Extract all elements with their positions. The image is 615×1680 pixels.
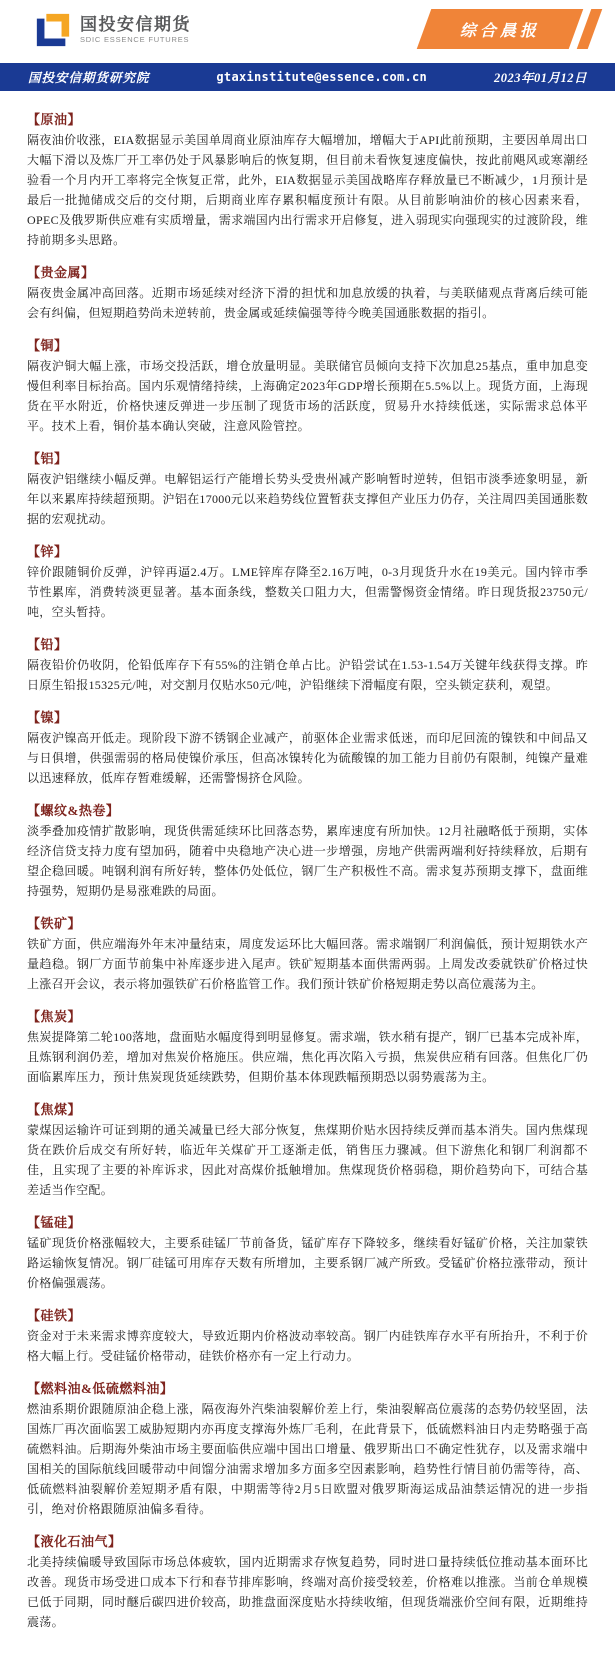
section xyxy=(27,1531,588,1632)
section-text: 铁矿方面，供应端海外年末冲量结束，周度发运环比大幅回落。需求端钢厂利润偏低，预计短期铁水产量趋稳。钢厂方面节前集中补库逐步进入尾声。铁矿短期基本面供需两弱。上周发改委就铁矿价格过快上涨召开会议，表示将加强铁矿石价格监管工作。我们预计铁矿价格短期走势以高位震荡为主。 xyxy=(27,937,588,991)
section-text: 隔夜贵金属冲高回落。近期市场延续对经济下滑的担忧和加息放缓的执着，与美联储观点背离后续可能会有纠偏，但短期趋势尚未逆转前，贵金属或延续偏强等待今晚美国通胀数据的指引。 xyxy=(27,286,588,320)
section xyxy=(27,634,588,695)
company-logo-icon xyxy=(34,11,72,49)
section-text: 蒙煤因运输许可证到期的通关减量已经大部分恢复，焦煤期价贴水因持续反弹而基本消失。国内焦煤现货在跌价后成交有所好转，临近年关煤矿开工逐渐走低，销售压力骤减。但下游焦化和钢厂利润都不佳，且实现了主要的补库诉求，因此对高煤价抵触增加。焦煤现货价格弱稳，期价趋势向下，可结合基差适当作空配。 xyxy=(27,1123,588,1197)
section-text: 隔夜沪镍高开低走。现阶段下游不锈钢企业减产，前驱体企业需求低迷，而印尼回流的镍铁和中间品又与日俱增，供强需弱的格局使镍价承压，但高冰镍转化为硫酸镍的加工能力目前仍有限制，纯镍产量难以迅速释放，低库存暂难缓解，还需警惕挤仓风险。 xyxy=(27,731,588,785)
section xyxy=(27,541,588,622)
section xyxy=(27,262,588,323)
section xyxy=(27,1305,588,1366)
company-name-block xyxy=(80,11,191,45)
section xyxy=(27,913,588,994)
report-header xyxy=(0,0,615,63)
section-title: 【原油】 xyxy=(27,112,82,127)
section-title: 【锰硅】 xyxy=(27,1215,82,1230)
section xyxy=(27,109,588,250)
banner-shape xyxy=(417,9,584,49)
section-text: 资金对于未来需求博弈度较大，导致近期内价格波动率较高。钢厂内硅铁库存水平有所抬升，不利于价格大幅上行。受硅锰价格带动，硅铁价格亦有一定上行动力。 xyxy=(27,1329,588,1363)
section-text: 锰矿现货价格涨幅较大，主要系硅锰厂节前备货，锰矿库存下降较多，继续看好锰矿价格，关注加蒙铁路运输恢复情况。钢厂硅锰可用库存天数有所增加，主要系钢厂减产所致。受锰矿价格拉涨带动，预计价格偏强震荡。 xyxy=(27,1236,588,1290)
section-title: 【燃料油&低硫燃料油】 xyxy=(27,1381,174,1396)
section-text: 北美持续偏暖导致国际市场总体疲软，国内近期需求存恢复趋势，同时进口量持续低位推动基本面环比改善。现货市场受进口成本下行和春节排库影响，终端对高价接受较差，价格难以推涨。当前仓单规模已低于同期，同时醚后碳四进价较高，助推盘面深度贴水持续收缩，但现货端涨价空间有限，近期维持震荡。 xyxy=(27,1555,588,1629)
section-title: 【液化石油气】 xyxy=(27,1534,122,1549)
section-text: 隔夜沪铜大幅上涨，市场交投活跃，增仓放量明显。美联储官员倾向支持下次加息25基点，重申加息变慢但利率目标抬高。国内乐观情绪持续，上海确定2023年GDP增长预期在5.5%以上。现货方面，上海现货在平水附近，价格快速反弹进一步压制了现货市场的活跃度，贸易升水持续低迷，实际需求总体平平。技术上看，铜价基本确认突破，注意风险管控。 xyxy=(27,359,588,433)
section xyxy=(27,448,588,529)
section xyxy=(27,1099,588,1200)
section xyxy=(27,800,588,901)
banner-label: 综合晨报 xyxy=(459,22,540,40)
section xyxy=(27,1212,588,1293)
section-title: 【镍】 xyxy=(27,710,68,725)
section xyxy=(27,707,588,788)
section-title: 【螺纹&热卷】 xyxy=(27,803,120,818)
section-text: 隔夜油价收涨，EIA数据显示美国单周商业原油库存大幅增加，增幅大于API此前预期，主要因单周出口大幅下滑以及炼厂开工率仍处于风暴影响后的恢复期，但目前未看恢复速度偏快，按此前飓风或寒潮经验看一个月内开工率将完全恢复正常，此外，EIA数据显示美国战略库存释放量已不断减少，1月预计是最后一批抛储成交后的交付期，后期商业库存累积幅度预计有限。从目前影响油价的核心因素来看，OPEC及俄罗斯供应难有实质增量，需求端国内出行需求开启修复，进入弱现实向强现实的过渡阶段，维持前期多头思路。 xyxy=(27,133,588,247)
section xyxy=(27,1006,588,1087)
section-text: 燃油系期价跟随原油企稳上涨，隔夜海外汽柴油裂解价差上行，柴油裂解高位震荡的态势仍较坚固，法国炼厂再次面临罢工威胁短期内亦再度支撑海外炼厂毛利，在此背景下，低硫燃料油日内走势略强于高硫燃料油。后期海外柴油市场主要面临供应端中国出口增量、俄罗斯出口不确定性犹存，以及需求端中国相关的国际航线回暖带动中间馏分油需求增加多方面多空因素影响，趋势性行情目前仍需等待，高、低硫燃料油裂解价差短期矛盾有限，中期需等待2月5日欧盟对俄罗斯海运成品油禁运情况的进一步指引，绝对价格跟随原油偏多看待。 xyxy=(27,1402,588,1516)
report-body xyxy=(0,91,615,1632)
section-title: 【铁矿】 xyxy=(27,916,82,931)
institute-name: 国投安信期货研究院 xyxy=(28,71,150,85)
contact-email: gtaxinstitute@essence.com.cn xyxy=(216,70,428,84)
section-title: 【焦炭】 xyxy=(27,1009,82,1024)
company-name: 国投安信期货 xyxy=(80,15,191,34)
company-logo xyxy=(34,11,191,49)
section-title: 【铝】 xyxy=(27,451,68,466)
section-text: 锌价跟随铜价反弹，沪锌再逼2.4万。LME锌库存降至2.16万吨，0-3月现货升水在19美元。国内锌市季节性累库，消费转淡更显著。基本面条线，整数关口阻力大，但需警惕资金情绪。昨日现货报23750元/吨，空头暂持。 xyxy=(27,565,588,619)
section-title: 【贵金属】 xyxy=(27,265,95,280)
section-text: 隔夜铅价仍收阴，伦铅低库存下有55%的注销仓单占比。沪铅尝试在1.53-1.54万关键年线获得支撑。昨日原生铅报15325元/吨，对交割月仅贴水50元/吨，沪铅继续下滑幅度有限，空头锁定获利，观望。 xyxy=(27,658,588,692)
info-bar xyxy=(0,63,615,91)
section-text: 隔夜沪铝继续小幅反弹。电解铝运行产能增长势头受贵州减产影响暂时逆转，但铝市淡季迹象明显，新年以来累库持续超预期。沪铝在17000元以来趋势线位置暂获支撑但产业压力仍存，关注周四美国通胀数据的宏观扰动。 xyxy=(27,472,588,526)
company-name-en: SDIC ESSENCE FUTURES xyxy=(80,35,190,44)
section-text: 焦炭提降第二轮100落地，盘面贴水幅度得到明显修复。需求端，铁水稍有提产，钢厂已基本完成补库，且炼钢利润仍差，增加对焦炭价格施压。供应端，焦化再次陷入亏损，焦炭供应稍有回落。但焦化厂仍面临累库压力，预计焦炭现货延续跌势，但期价基本体现跌幅预期恐以弱势震荡为主。 xyxy=(27,1030,588,1084)
section-title: 【铜】 xyxy=(27,338,68,353)
section xyxy=(27,335,588,436)
report-type-banner xyxy=(424,9,595,49)
section-title: 【硅铁】 xyxy=(27,1308,82,1323)
section xyxy=(27,1378,588,1519)
section-text: 淡季叠加疫情扩散影响，现货供需延续环比回落态势，累库速度有所加快。12月社融略低于预期，实体经济信贷支持力度有望加码，随着中央稳地产决心进一步增强，房地产供需两端利好持续释放，后期有望企稳回暖。吨钢利润有所好转，整体仍处低位，钢厂生产积极性不高。需求复苏预期支撑下，盘面维持强势，短期仍是易涨难跌的局面。 xyxy=(27,824,588,898)
section-title: 【锌】 xyxy=(27,544,68,559)
section-title: 【铅】 xyxy=(27,637,68,652)
section-title: 【焦煤】 xyxy=(27,1102,82,1117)
report-date: 2023年01月12日 xyxy=(493,71,587,85)
